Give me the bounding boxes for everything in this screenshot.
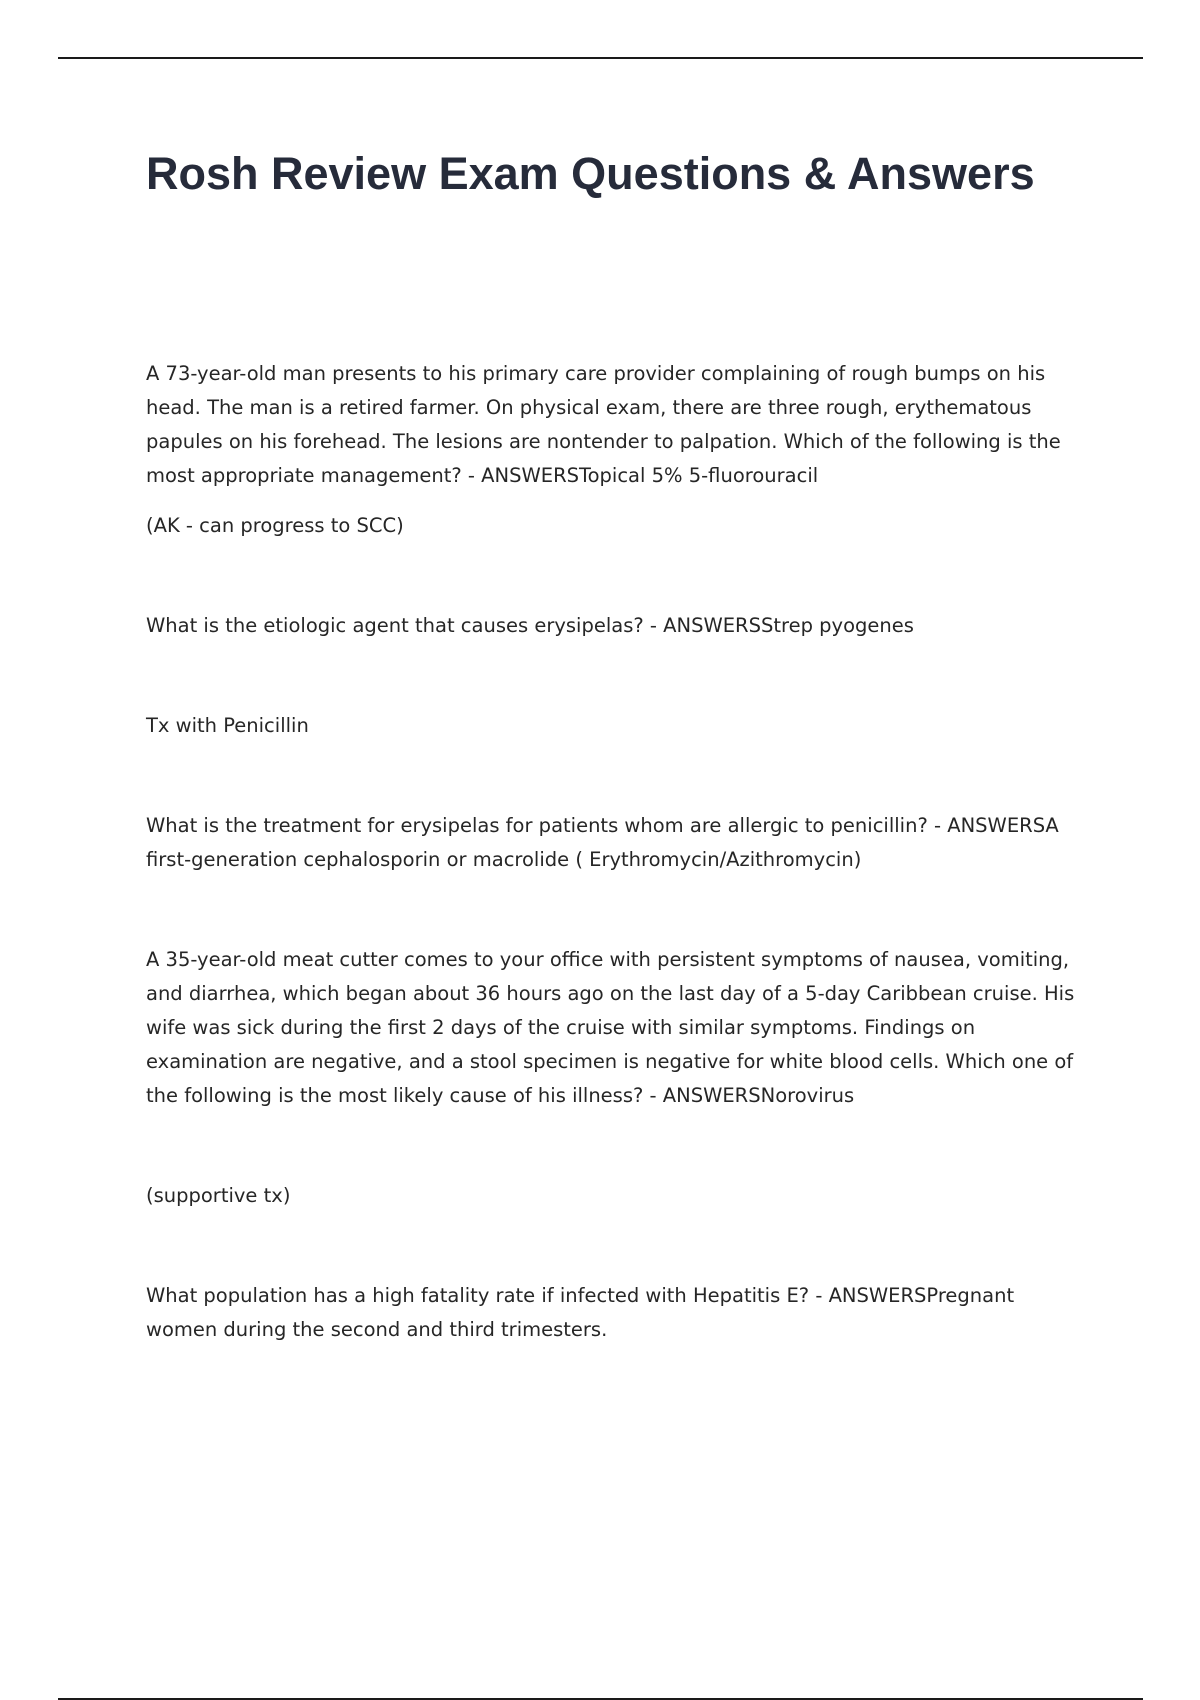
- qa-paragraph: What is the treatment for erysipelas for patients whom are allergic to penicillin? - ANSWERSA first-generation cephalosporin or macrolide ( Erythromycin/Azithromycin): [146, 814, 1059, 871]
- qa-note: (supportive tx): [146, 1184, 291, 1207]
- page-title: Rosh Review Exam Questions & Answers: [146, 148, 1035, 199]
- qa-paragraph: A 35-year-old meat cutter comes to your office with persistent symptoms of nausea, vomiting, and diarrhea, which began about 36 hours ago on the last day of a 5-day Caribbean cruise. His wife was sick during the first 2 days of the cruise with similar symptoms. Findings on examination are negative, and a stool specimen is negative for white blood cells. Which one of the following is the most likely cause of his illness? - ANSWERSNorovirus: [146, 948, 1075, 1107]
- document-body: [146, 357, 1076, 1347]
- qa-paragraph: A 73-year-old man presents to his primary care provider complaining of rough bumps on his head. The man is a retired farmer. On physical exam, there are three rough, erythematous papules on his forehead. The lesions are nontender to palpation. Which of the following is the most appropriate management? - ANSWERSTopical 5% 5-fluorouracil: [146, 362, 1061, 487]
- qa-paragraph: What population has a high fatality rate if infected with Hepatitis E? - ANSWERSPregnant women during the second and third trimesters.: [146, 1284, 1015, 1341]
- qa-note: (AK - can progress to SCC): [146, 514, 404, 537]
- top-rule: [58, 57, 1143, 59]
- qa-note: Tx with Penicillin: [146, 714, 309, 737]
- qa-paragraph: What is the etiologic agent that causes erysipelas? - ANSWERSStrep pyogenes: [146, 614, 914, 637]
